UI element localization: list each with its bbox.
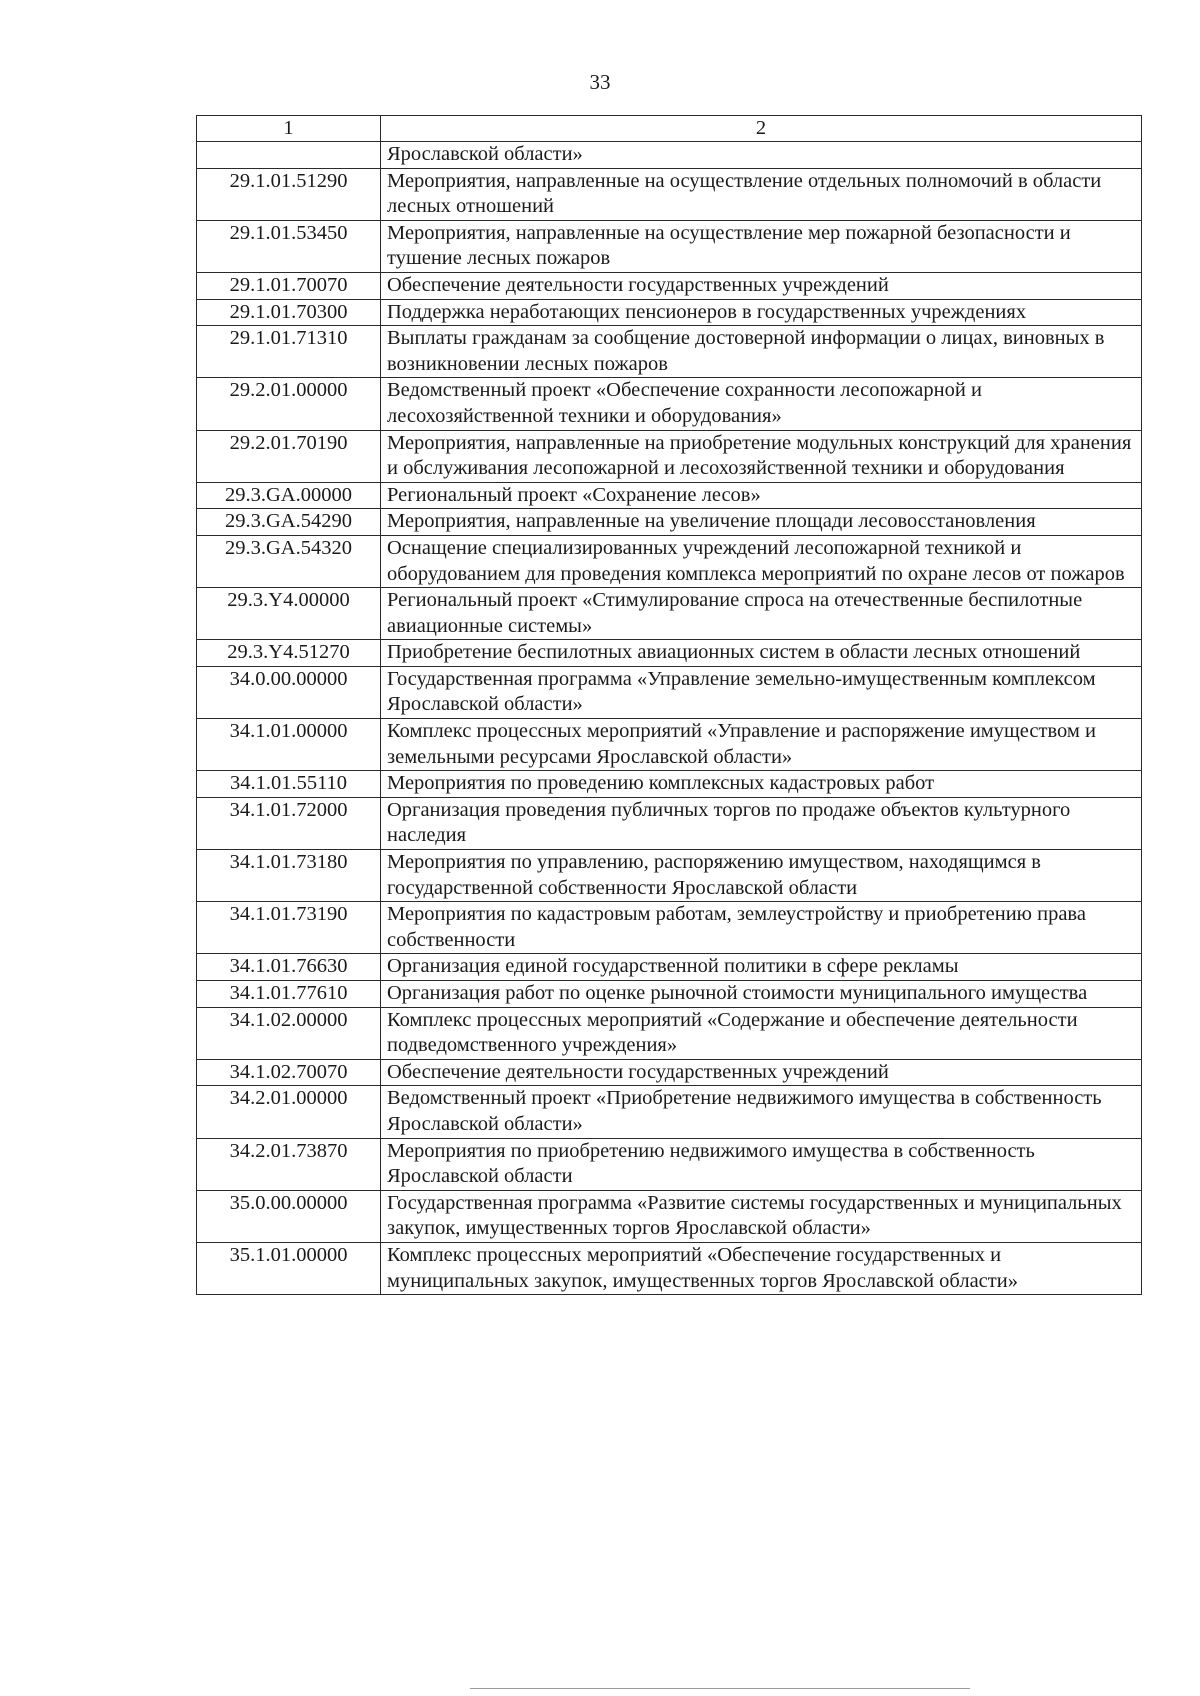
row-name: Мероприятия, направленные на приобретение модульных конструкций для хранения и обслуживания лесопожарной и лесохозяйственной техники и оборудования: [381, 430, 1142, 482]
table-row: [197, 1059, 1142, 1086]
row-code: 34.1.01.00000: [197, 719, 381, 771]
budget-codes-table: [196, 115, 1142, 1295]
table-row: [197, 482, 1142, 509]
row-code: 29.3.GA.54320: [197, 535, 381, 587]
row-code: 29.1.01.53450: [197, 220, 381, 272]
table-header-row: [197, 116, 1142, 142]
page-number: 33: [589, 70, 611, 94]
row-name: Обеспечение деятельности государственных учреждений: [381, 272, 1142, 299]
row-code: 29.1.01.70070: [197, 272, 381, 299]
table-row: [197, 719, 1142, 771]
row-code: 29.3.GA.54290: [197, 509, 381, 536]
row-code: 29.2.01.00000: [197, 378, 381, 430]
table-row: [197, 168, 1142, 220]
row-code: 29.1.01.70300: [197, 299, 381, 326]
table-row: [197, 850, 1142, 902]
row-code: 29.3.GA.00000: [197, 482, 381, 509]
table-row: [197, 588, 1142, 640]
row-code: 34.2.01.00000: [197, 1086, 381, 1138]
row-code: 34.1.01.55110: [197, 771, 381, 798]
table-row: [197, 299, 1142, 326]
row-name: Мероприятия, направленные на осуществление мер пожарной безопасности и тушение лесных пожаров: [381, 220, 1142, 272]
row-name: Мероприятия, направленные на увеличение площади лесовосстановления: [381, 509, 1142, 536]
row-name: Выплаты гражданам за сообщение достоверной информации о лицах, виновных в возникновении лесных пожаров: [381, 326, 1142, 378]
row-code: 34.1.01.76630: [197, 954, 381, 981]
row-code: 34.0.00.00000: [197, 666, 381, 718]
row-code: 34.1.02.00000: [197, 1007, 381, 1059]
table-row: [197, 509, 1142, 536]
row-name: Мероприятия по проведению комплексных кадастровых работ: [381, 771, 1142, 798]
row-name: Организация работ по оценке рыночной стоимости муниципального имущества: [381, 981, 1142, 1008]
column-header-code: 1: [197, 116, 381, 142]
row-name: Мероприятия по управлению, распоряжению имуществом, находящимся в государственной собственности Ярославской области: [381, 850, 1142, 902]
column-header-name: 2: [381, 116, 1142, 142]
table-row: [197, 666, 1142, 718]
row-name: Оснащение специализированных учреждений лесопожарной техникой и оборудованием для проведения комплекса мероприятий по охране лесов от пожаров: [381, 535, 1142, 587]
row-name: Ведомственный проект «Приобретение недвижимого имущества в собственность Ярославской области»: [381, 1086, 1142, 1138]
row-code: [197, 142, 381, 169]
table-row: [197, 220, 1142, 272]
table-row: [197, 981, 1142, 1008]
row-name: Региональный проект «Сохранение лесов»: [381, 482, 1142, 509]
row-name: Поддержка неработающих пенсионеров в государственных учреждениях: [381, 299, 1142, 326]
row-name: Региональный проект «Стимулирование спроса на отечественные беспилотные авиационные системы»: [381, 588, 1142, 640]
row-name: Ведомственный проект «Обеспечение сохранности лесопожарной и лесохозяйственной техники и оборудования»: [381, 378, 1142, 430]
table-row: [197, 1007, 1142, 1059]
table-row: [197, 1190, 1142, 1242]
table-row: [197, 797, 1142, 849]
row-code: 34.1.01.73190: [197, 902, 381, 954]
table-row: [197, 1086, 1142, 1138]
row-code: 29.1.01.71310: [197, 326, 381, 378]
table-row: [197, 1242, 1142, 1294]
table-row: [197, 535, 1142, 587]
row-code: 34.1.01.73180: [197, 850, 381, 902]
row-name: Мероприятия, направленные на осуществление отдельных полномочий в области лесных отношений: [381, 168, 1142, 220]
table-row: [197, 640, 1142, 667]
row-name: Государственная программа «Развитие системы государственных и муниципальных закупок, имущественных торгов Ярославской области»: [381, 1190, 1142, 1242]
table-row: [197, 430, 1142, 482]
row-name: Государственная программа «Управление земельно-имущественным комплексом Ярославской области»: [381, 666, 1142, 718]
table-row: [197, 378, 1142, 430]
row-code: 34.1.01.77610: [197, 981, 381, 1008]
row-code: 34.2.01.73870: [197, 1138, 381, 1190]
scan-footer-line: [470, 1688, 970, 1689]
row-name: Мероприятия по кадастровым работам, землеустройству и приобретению права собственности: [381, 902, 1142, 954]
row-code: 29.3.Y4.51270: [197, 640, 381, 667]
row-code: 34.1.02.70070: [197, 1059, 381, 1086]
row-code: 29.2.01.70190: [197, 430, 381, 482]
table-row: [197, 272, 1142, 299]
table-row: [197, 771, 1142, 798]
row-name: Комплекс процессных мероприятий «Обеспечение государственных и муниципальных закупок, имущественных торгов Ярославской области»: [381, 1242, 1142, 1294]
table-row: [197, 902, 1142, 954]
row-name: Комплекс процессных мероприятий «Содержание и обеспечение деятельности подведомственного учреждения»: [381, 1007, 1142, 1059]
row-code: 29.1.01.51290: [197, 168, 381, 220]
row-code: 34.1.01.72000: [197, 797, 381, 849]
row-code: 29.3.Y4.00000: [197, 588, 381, 640]
row-code: 35.1.01.00000: [197, 1242, 381, 1294]
table-row: [197, 142, 1142, 169]
row-code: 35.0.00.00000: [197, 1190, 381, 1242]
row-name: Организация проведения публичных торгов по продаже объектов культурного наследия: [381, 797, 1142, 849]
row-name: Организация единой государственной политики в сфере рекламы: [381, 954, 1142, 981]
table-row: [197, 1138, 1142, 1190]
table-row: [197, 954, 1142, 981]
table-row: [197, 326, 1142, 378]
row-name: Обеспечение деятельности государственных учреждений: [381, 1059, 1142, 1086]
row-name: Ярославской области»: [381, 142, 1142, 169]
row-name: Мероприятия по приобретению недвижимого имущества в собственность Ярославской области: [381, 1138, 1142, 1190]
row-name: Приобретение беспилотных авиационных систем в области лесных отношений: [381, 640, 1142, 667]
row-name: Комплекс процессных мероприятий «Управление и распоряжение имуществом и земельными ресурсами Ярославской области»: [381, 719, 1142, 771]
